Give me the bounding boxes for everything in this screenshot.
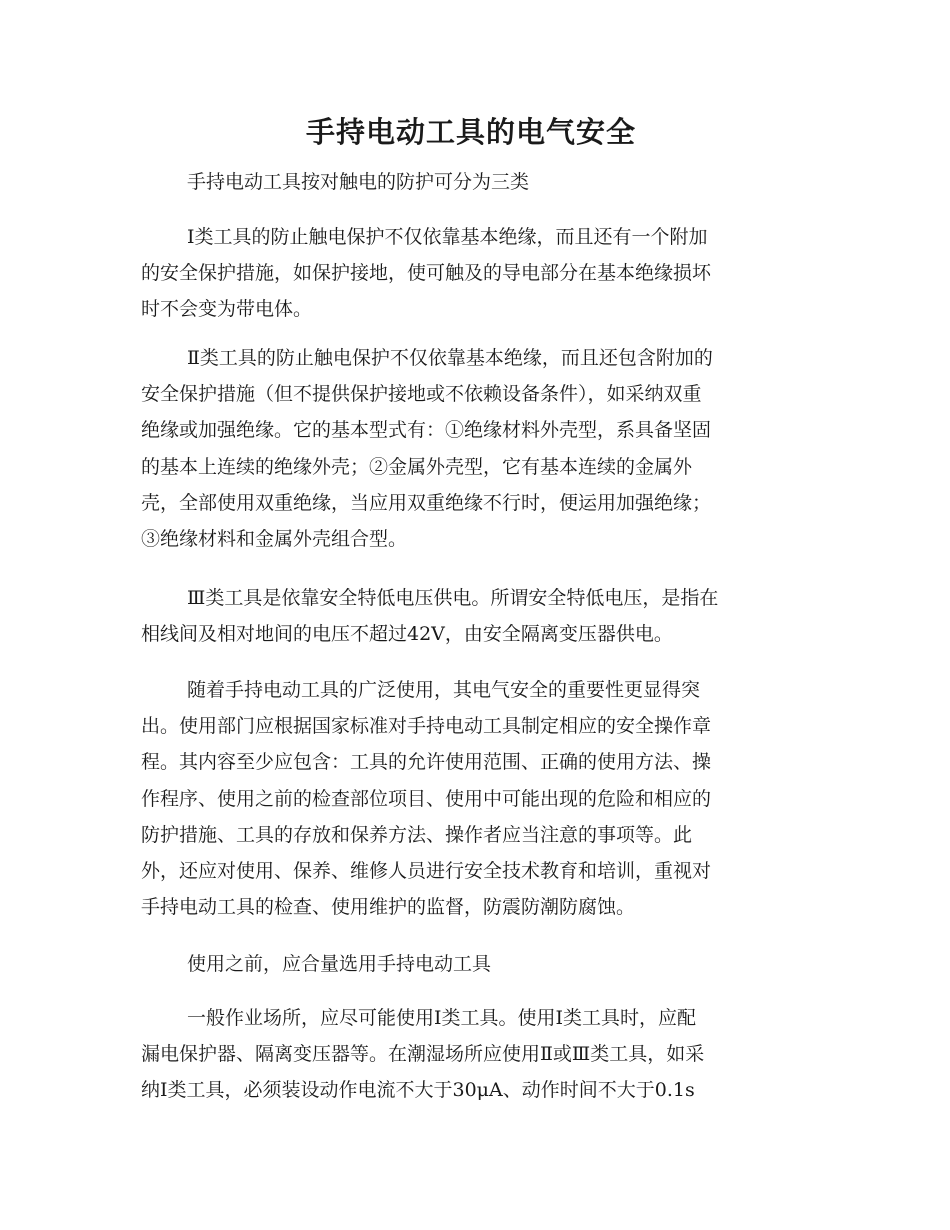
paragraph-class-2 [141,340,801,557]
paragraph-classification-intro [141,164,801,200]
text-line: 时不会变为带电体。 [141,298,313,321]
text-line: 一般作业场所，应尽可能使用Ⅰ类工具。使用Ⅰ类工具时，应配 [187,1007,697,1029]
paragraph-general-workplaces [141,1000,801,1109]
paragraph-safety-importance [141,672,801,925]
paragraph-class-1 [141,219,801,328]
text-line: 出。使用部门应根据国家标准对手持电动工具制定相应的安全操作章 [141,715,712,738]
text-line: 使用之前，应合量选用手持电动工具 [187,953,492,975]
text-line: 程。其内容至少应包含：工具的允许使用范围、正确的使用方法、操 [141,751,712,774]
text-line: Ⅱ类工具的防止触电保护不仅依靠基本绝缘，而且还包含附加的 [187,347,713,369]
text-line: ③绝缘材料和金属外壳组合型。 [141,528,408,551]
text-line: 手持电动工具按对触电的防护可分为三类 [187,171,530,193]
text-line: 绝缘或加强绝缘。它的基本型式有：①绝缘材料外壳型，系具备坚固 [141,419,712,442]
text-line: 作程序、使用之前的检查部位项目、使用中可能出现的危险和相应的 [141,787,712,810]
text-line: 安全保护措施（但不提供保护接地或不依赖设备条件），如采纳双重 [141,383,702,406]
text-line: 相线间及相对地间的电压不超过42V，由安全隔离变压器供电。 [141,623,673,646]
text-line: 壳，全部使用双重绝缘，当应用双重绝缘不行时，便运用加强绝缘； [141,491,712,514]
text-line: 手持电动工具的检查、使用维护的监督，防震防潮防腐蚀。 [141,896,636,919]
document-title: 手持电动工具的电气安全 [305,115,636,149]
text-line: 外，还应对使用、保养、维修人员进行安全技术教育和培训，重视对 [141,860,712,883]
paragraph-selection-heading [141,946,801,982]
paragraph-class-3 [141,580,801,652]
text-line: 纳Ⅰ类工具，必须装设动作电流不大于30μA、动作时间不大于0.1s [141,1079,695,1102]
text-line: Ⅰ类工具的防止触电保护不仅依靠基本绝缘，而且还有一个附加 [187,226,708,248]
text-line: 的安全保护措施，如保护接地，使可触及的导电部分在基本绝缘损坏 [141,262,712,285]
text-line: 防护措施、工具的存放和保养方法、操作者应当注意的事项等。此 [141,823,693,846]
text-line: 的基本上连续的绝缘外壳；②金属外壳型，它有基本连续的金属外 [141,455,693,478]
text-line: 随着手持电动工具的广泛使用，其电气安全的重要性更显得突 [187,679,701,701]
text-line: Ⅲ类工具是依靠安全特低电压供电。所谓安全特低电压，是指在 [187,587,719,609]
text-line: 漏电保护器、隔离变压器等。在潮湿场所应使用Ⅱ或Ⅲ类工具，如采 [141,1043,705,1066]
